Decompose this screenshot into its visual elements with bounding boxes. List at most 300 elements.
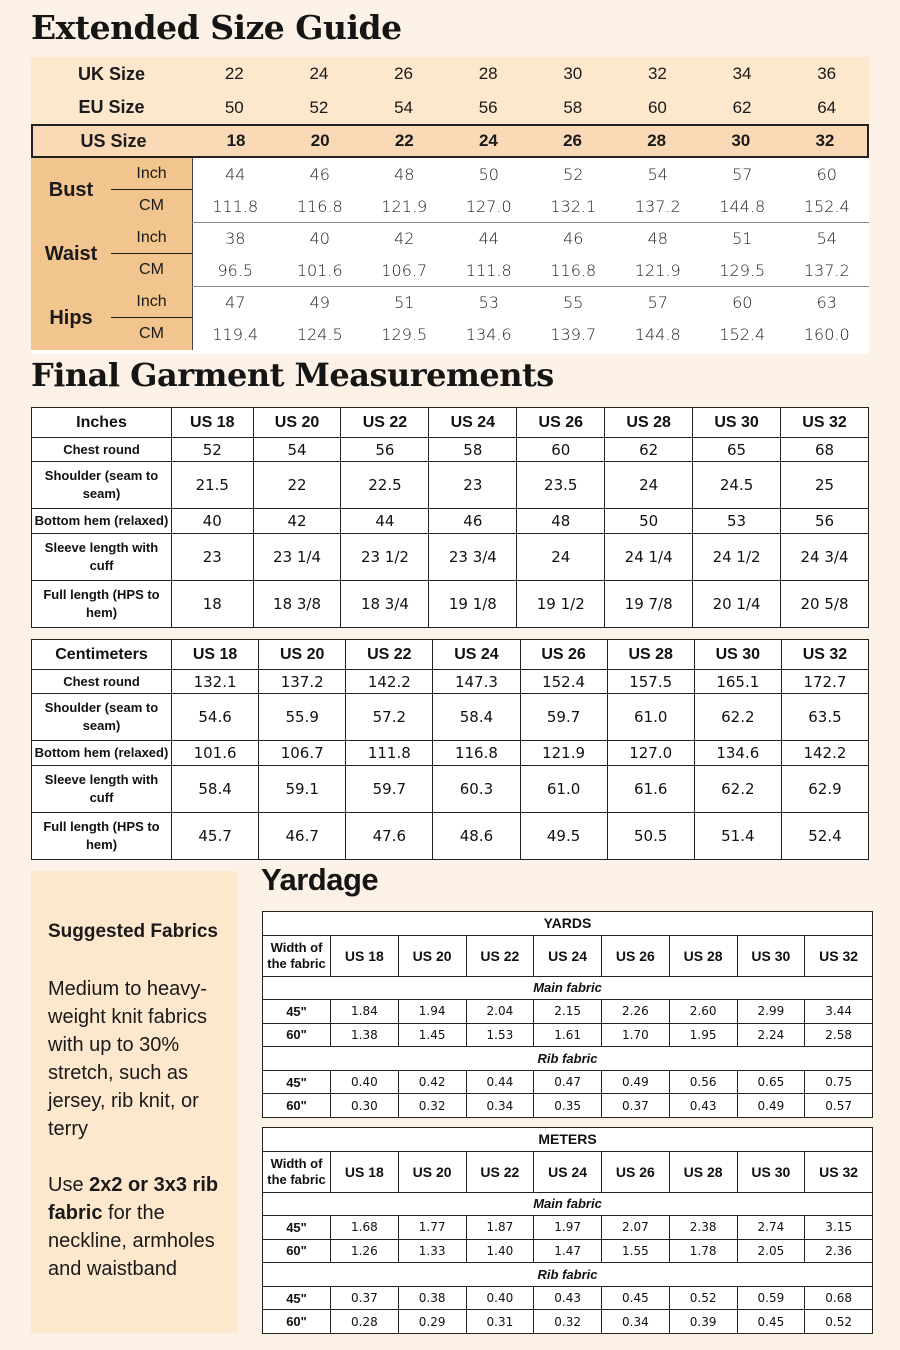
value-cell: 50.5 xyxy=(607,812,694,859)
row-label: Sleeve length with cuff xyxy=(32,533,172,580)
value-cell: 24 3/4 xyxy=(781,533,869,580)
size-header: US 20 xyxy=(398,1151,466,1192)
value-cell: 23 1/4 xyxy=(253,533,341,580)
inch-value: 50 xyxy=(478,164,499,184)
table-row xyxy=(32,509,869,533)
size-header: US 20 xyxy=(253,408,341,438)
inch-value: 42 xyxy=(394,228,415,248)
row-label: Bottom hem (relaxed) xyxy=(32,509,172,533)
size-header: US 24 xyxy=(429,408,517,438)
value-cell: 1.40 xyxy=(466,1239,534,1263)
value-cell: 23 3/4 xyxy=(429,533,517,580)
value-cell: 127.0 xyxy=(607,741,694,765)
value-cell: 2.24 xyxy=(737,1023,805,1047)
eu-size-cells xyxy=(192,98,869,118)
inch-value: 55 xyxy=(563,292,584,312)
rib-note-suffix: for the neckline, armholes and waistband xyxy=(48,1202,215,1280)
value-cell: 0.35 xyxy=(534,1094,602,1118)
cm-value: 129.5 xyxy=(381,324,428,344)
size-header: US 30 xyxy=(737,1151,805,1192)
value-cell: 22 xyxy=(253,462,341,509)
value-cell: 20 5/8 xyxy=(781,580,869,627)
uk-size-cells xyxy=(192,64,869,84)
value-cell: 1.45 xyxy=(398,1023,466,1047)
value-cell: 152.4 xyxy=(520,670,607,694)
cm-value: 134.6 xyxy=(465,324,512,344)
size-cell: 24 xyxy=(478,131,498,150)
cm-value: 152.4 xyxy=(719,324,766,344)
cm-value: 137.2 xyxy=(634,196,681,216)
cm-label: CM xyxy=(111,190,192,222)
unit-divider xyxy=(111,253,192,254)
table-row xyxy=(263,1216,873,1240)
value-cell: 0.28 xyxy=(331,1310,399,1334)
inch-value: 51 xyxy=(732,228,753,248)
us-size-cells xyxy=(194,131,867,151)
value-cell: 0.68 xyxy=(805,1286,873,1310)
rib-note-prefix: Use xyxy=(48,1174,90,1196)
unit-header: YARDS xyxy=(263,912,873,936)
section-label: Main fabric xyxy=(263,976,873,1000)
unit-row xyxy=(263,1128,873,1152)
value-cell: 18 3/8 xyxy=(253,580,341,627)
value-cell: 0.59 xyxy=(737,1286,805,1310)
size-cell: 32 xyxy=(647,64,667,83)
header-row xyxy=(32,408,869,438)
value-cell: 58.4 xyxy=(433,694,520,741)
row-label: Shoulder (seam to seam) xyxy=(32,462,172,509)
cm-value: 111.8 xyxy=(465,260,512,280)
value-cell: 134.6 xyxy=(694,741,781,765)
inch-value: 60 xyxy=(732,292,753,312)
size-header: US 26 xyxy=(602,935,670,976)
value-cell: 0.52 xyxy=(805,1310,873,1334)
eu-size-row xyxy=(31,91,869,124)
cm-label: CM xyxy=(111,318,192,350)
yardage-title: Yardage xyxy=(261,862,379,897)
inch-value: 46 xyxy=(309,164,330,184)
size-header: US 20 xyxy=(398,935,466,976)
value-cell: 61.6 xyxy=(607,765,694,812)
suggested-fabrics-text: Medium to heavy-weight knit fabrics with up to 30% stretch, such as jersey, rib knit, or terry xyxy=(48,978,207,1140)
inch-label: Inch xyxy=(111,158,192,190)
value-cell: 165.1 xyxy=(694,670,781,694)
size-row xyxy=(263,935,873,976)
size-header: US 32 xyxy=(781,408,869,438)
size-header: US 28 xyxy=(669,935,737,976)
value-cell: 0.47 xyxy=(534,1070,602,1094)
size-header: US 24 xyxy=(433,640,520,670)
value-cell: 45.7 xyxy=(172,812,259,859)
table-row xyxy=(263,1310,873,1334)
value-cell: 60.3 xyxy=(433,765,520,812)
value-cell: 1.97 xyxy=(534,1216,602,1240)
inch-label: Inch xyxy=(111,286,192,318)
value-cell: 46.7 xyxy=(259,812,346,859)
cm-value: 129.5 xyxy=(719,260,766,280)
section-row xyxy=(263,1263,873,1287)
value-cell: 19 1/8 xyxy=(429,580,517,627)
value-cell: 0.52 xyxy=(669,1286,737,1310)
value-cell: 56 xyxy=(341,438,429,462)
table-row xyxy=(32,812,869,859)
cm-value: 111.8 xyxy=(212,196,259,216)
section-row xyxy=(263,1047,873,1071)
value-cell: 59.7 xyxy=(346,765,433,812)
value-cell: 48.6 xyxy=(433,812,520,859)
value-cell: 132.1 xyxy=(172,670,259,694)
section-label: Rib fabric xyxy=(263,1263,873,1287)
inch-value: 57 xyxy=(732,164,753,184)
value-cell: 24 xyxy=(605,462,693,509)
table-row xyxy=(32,765,869,812)
size-cell: 24 xyxy=(309,64,329,83)
measure-name: Bust xyxy=(31,158,111,222)
size-header: US 24 xyxy=(534,1151,602,1192)
inch-label: Inch xyxy=(111,222,192,254)
value-cell: 0.38 xyxy=(398,1286,466,1310)
garment-inches-table xyxy=(31,407,869,628)
size-guide-title: Extended Size Guide xyxy=(31,8,402,47)
size-header: US 30 xyxy=(693,408,781,438)
suggested-fabrics-title: Suggested Fabrics xyxy=(48,921,218,942)
cm-label: CM xyxy=(111,254,192,286)
value-cell: 23.5 xyxy=(517,462,605,509)
inch-value: 44 xyxy=(225,164,246,184)
size-header: US 18 xyxy=(172,640,259,670)
value-cell: 0.57 xyxy=(805,1094,873,1118)
size-header: US 22 xyxy=(466,935,534,976)
width-row-label: 45" xyxy=(263,1070,331,1094)
suggested-fabrics-panel xyxy=(31,871,237,1333)
value-cell: 48 xyxy=(517,509,605,533)
table-row xyxy=(263,1286,873,1310)
size-cell: 36 xyxy=(817,64,837,83)
value-cell: 42 xyxy=(253,509,341,533)
unit-header: Centimeters xyxy=(32,640,172,670)
value-cell: 2.58 xyxy=(805,1023,873,1047)
value-cell: 24 xyxy=(517,533,605,580)
inch-value: 60 xyxy=(816,164,837,184)
value-cell: 0.29 xyxy=(398,1310,466,1334)
value-cell: 1.55 xyxy=(602,1239,670,1263)
size-header: US 20 xyxy=(259,640,346,670)
value-cell: 61.0 xyxy=(520,765,607,812)
size-header: US 22 xyxy=(341,408,429,438)
width-label: Width of the fabric xyxy=(263,935,331,976)
header-row xyxy=(32,640,869,670)
value-cell: 0.34 xyxy=(602,1310,670,1334)
cm-value: 106.7 xyxy=(381,260,428,280)
size-cell: 50 xyxy=(224,97,244,117)
value-cell: 2.04 xyxy=(466,1000,534,1024)
value-cell: 0.32 xyxy=(398,1094,466,1118)
size-header: US 32 xyxy=(805,1151,873,1192)
value-cell: 1.78 xyxy=(669,1239,737,1263)
cm-values xyxy=(192,254,869,286)
value-cell: 60 xyxy=(517,438,605,462)
size-header: US 30 xyxy=(737,935,805,976)
value-cell: 0.43 xyxy=(669,1094,737,1118)
value-cell: 0.75 xyxy=(805,1070,873,1094)
inch-values xyxy=(192,286,869,318)
value-cell: 23 xyxy=(429,462,517,509)
cm-values xyxy=(192,190,869,222)
value-cell: 3.15 xyxy=(805,1216,873,1240)
cm-value: 124.5 xyxy=(296,324,343,344)
inch-value: 44 xyxy=(478,228,499,248)
size-header: US 28 xyxy=(669,1151,737,1192)
value-cell: 2.26 xyxy=(602,1000,670,1024)
row-label: Sleeve length with cuff xyxy=(32,765,172,812)
unit-divider xyxy=(111,317,192,318)
value-cell: 49.5 xyxy=(520,812,607,859)
size-cell: 52 xyxy=(309,97,329,117)
inch-value: 54 xyxy=(816,228,837,248)
rib-fabric-note xyxy=(48,1171,228,1283)
value-cell: 0.30 xyxy=(331,1094,399,1118)
value-cell: 1.47 xyxy=(534,1239,602,1263)
value-cell: 40 xyxy=(172,509,254,533)
width-row-label: 45" xyxy=(263,1216,331,1240)
size-cell: 28 xyxy=(647,131,667,150)
value-cell: 1.68 xyxy=(331,1216,399,1240)
cm-value: 116.8 xyxy=(550,260,597,280)
value-cell: 2.36 xyxy=(805,1239,873,1263)
value-cell: 0.45 xyxy=(737,1310,805,1334)
value-cell: 1.95 xyxy=(669,1023,737,1047)
inch-value: 48 xyxy=(647,228,668,248)
value-cell: 1.84 xyxy=(331,1000,399,1024)
cm-values xyxy=(192,318,869,350)
row-label: Full length (HPS to hem) xyxy=(32,812,172,859)
row-label: Chest round xyxy=(32,438,172,462)
value-cell: 147.3 xyxy=(433,670,520,694)
size-cell: 58 xyxy=(563,97,583,117)
value-cell: 106.7 xyxy=(259,741,346,765)
value-cell: 1.94 xyxy=(398,1000,466,1024)
inch-value: 54 xyxy=(647,164,668,184)
value-cell: 62.2 xyxy=(694,765,781,812)
value-cell: 63.5 xyxy=(781,694,868,741)
size-cell: 34 xyxy=(732,64,752,83)
value-cell: 18 3/4 xyxy=(341,580,429,627)
size-header: US 26 xyxy=(520,640,607,670)
value-cell: 1.26 xyxy=(331,1239,399,1263)
row-label: Chest round xyxy=(32,670,172,694)
size-header: US 30 xyxy=(694,640,781,670)
value-cell: 172.7 xyxy=(781,670,868,694)
table-row xyxy=(32,741,869,765)
value-cell: 3.44 xyxy=(805,1000,873,1024)
value-cell: 1.77 xyxy=(398,1216,466,1240)
value-cell: 0.37 xyxy=(602,1094,670,1118)
size-cell: 54 xyxy=(394,97,414,117)
unit-header: Inches xyxy=(32,408,172,438)
value-cell: 52 xyxy=(172,438,254,462)
value-cell: 142.2 xyxy=(781,741,868,765)
size-guide-table xyxy=(31,57,869,354)
size-header: US 22 xyxy=(346,640,433,670)
us-size-label: US Size xyxy=(80,130,147,151)
inch-value: 51 xyxy=(394,292,415,312)
cm-value: 139.7 xyxy=(550,324,597,344)
value-cell: 1.33 xyxy=(398,1239,466,1263)
width-row-label: 60" xyxy=(263,1310,331,1334)
value-cell: 2.99 xyxy=(737,1000,805,1024)
garment-title: Final Garment Measurements xyxy=(31,356,554,394)
size-cell: 30 xyxy=(563,64,583,83)
value-cell: 0.49 xyxy=(737,1094,805,1118)
size-cell: 22 xyxy=(394,131,414,150)
size-cell: 26 xyxy=(563,131,583,150)
table-row xyxy=(263,1094,873,1118)
value-cell: 23 1/2 xyxy=(341,533,429,580)
value-cell: 20 1/4 xyxy=(693,580,781,627)
value-cell: 52.4 xyxy=(781,812,868,859)
value-cell: 0.56 xyxy=(669,1070,737,1094)
value-cell: 61.0 xyxy=(607,694,694,741)
table-row xyxy=(32,462,869,509)
size-header: US 22 xyxy=(466,1151,534,1192)
value-cell: 2.15 xyxy=(534,1000,602,1024)
value-cell: 24 1/4 xyxy=(605,533,693,580)
eu-size-label: EU Size xyxy=(78,97,145,117)
value-cell: 65 xyxy=(693,438,781,462)
cm-value: 121.9 xyxy=(381,196,428,216)
value-cell: 0.45 xyxy=(602,1286,670,1310)
size-header: US 32 xyxy=(805,935,873,976)
cm-value: 144.8 xyxy=(634,324,681,344)
size-header: US 18 xyxy=(172,408,254,438)
value-cell: 2.38 xyxy=(669,1216,737,1240)
measure-name: Waist xyxy=(31,222,111,286)
value-cell: 101.6 xyxy=(172,741,259,765)
size-cell: 64 xyxy=(817,97,837,117)
value-cell: 44 xyxy=(341,509,429,533)
size-header: US 18 xyxy=(331,935,399,976)
value-cell: 25 xyxy=(781,462,869,509)
us-size-row xyxy=(31,124,869,158)
value-cell: 55.9 xyxy=(259,694,346,741)
inch-value: 49 xyxy=(309,292,330,312)
inch-value: 53 xyxy=(478,292,499,312)
value-cell: 1.38 xyxy=(331,1023,399,1047)
value-cell: 59.1 xyxy=(259,765,346,812)
value-cell: 0.43 xyxy=(534,1286,602,1310)
size-row xyxy=(263,1151,873,1192)
value-cell: 1.70 xyxy=(602,1023,670,1047)
table-row xyxy=(32,580,869,627)
value-cell: 0.65 xyxy=(737,1070,805,1094)
yardage-yards-table xyxy=(262,911,873,1118)
size-cell: 60 xyxy=(647,97,667,117)
section-row xyxy=(263,1192,873,1216)
inch-value: 48 xyxy=(394,164,415,184)
value-cell: 0.44 xyxy=(466,1070,534,1094)
row-label: Bottom hem (relaxed) xyxy=(32,741,172,765)
value-cell: 0.40 xyxy=(331,1070,399,1094)
inch-value: 63 xyxy=(816,292,837,312)
cm-value: 160.0 xyxy=(803,324,850,344)
value-cell: 24 1/2 xyxy=(693,533,781,580)
value-cell: 21.5 xyxy=(172,462,254,509)
measure-group-waist xyxy=(31,222,869,286)
value-cell: 19 1/2 xyxy=(517,580,605,627)
size-header: US 24 xyxy=(534,935,602,976)
section-row xyxy=(263,976,873,1000)
value-cell: 57.2 xyxy=(346,694,433,741)
value-cell: 0.34 xyxy=(466,1094,534,1118)
cm-value: 96.5 xyxy=(217,260,254,280)
value-cell: 142.2 xyxy=(346,670,433,694)
table-row xyxy=(32,438,869,462)
cm-value: 152.4 xyxy=(803,196,850,216)
cm-value: 116.8 xyxy=(296,196,343,216)
size-cell: 28 xyxy=(478,64,498,83)
size-header: US 26 xyxy=(517,408,605,438)
value-cell: 2.74 xyxy=(737,1216,805,1240)
value-cell: 157.5 xyxy=(607,670,694,694)
cm-value: 127.0 xyxy=(465,196,512,216)
unit-row xyxy=(263,912,873,936)
unit-divider xyxy=(111,189,192,190)
unit-header: METERS xyxy=(263,1128,873,1152)
value-cell: 121.9 xyxy=(520,741,607,765)
value-cell: 58 xyxy=(429,438,517,462)
width-label: Width of the fabric xyxy=(263,1151,331,1192)
value-cell: 24.5 xyxy=(693,462,781,509)
value-cell: 22.5 xyxy=(341,462,429,509)
inch-value: 38 xyxy=(225,228,246,248)
value-cell: 1.53 xyxy=(466,1023,534,1047)
size-cell: 26 xyxy=(394,64,414,83)
section-label: Rib fabric xyxy=(263,1047,873,1071)
size-header: US 28 xyxy=(605,408,693,438)
table-row xyxy=(263,1000,873,1024)
value-cell: 18 xyxy=(172,580,254,627)
inch-value: 52 xyxy=(563,164,584,184)
value-cell: 2.60 xyxy=(669,1000,737,1024)
inch-value: 46 xyxy=(563,228,584,248)
group-separator xyxy=(192,222,869,223)
table-row xyxy=(32,694,869,741)
value-cell: 51.4 xyxy=(694,812,781,859)
value-cell: 19 7/8 xyxy=(605,580,693,627)
table-row xyxy=(263,1239,873,1263)
value-cell: 0.32 xyxy=(534,1310,602,1334)
value-cell: 50 xyxy=(605,509,693,533)
uk-size-row xyxy=(31,57,869,91)
table-row xyxy=(32,670,869,694)
size-cell: 30 xyxy=(731,131,751,150)
inch-values xyxy=(192,222,869,254)
row-label: Full length (HPS to hem) xyxy=(32,580,172,627)
table-row xyxy=(263,1023,873,1047)
uk-size-label: UK Size xyxy=(77,63,146,84)
cm-value: 132.1 xyxy=(550,196,597,216)
size-header: US 32 xyxy=(781,640,868,670)
size-cell: 18 xyxy=(226,131,246,150)
width-row-label: 45" xyxy=(263,1286,331,1310)
measure-group-hips xyxy=(31,286,869,350)
cm-value: 101.6 xyxy=(296,260,343,280)
rib-note-bold: 2x2 or 3x3 rib fabric xyxy=(48,1174,219,1224)
cm-value: 121.9 xyxy=(634,260,681,280)
value-cell: 59.7 xyxy=(520,694,607,741)
value-cell: 54.6 xyxy=(172,694,259,741)
cm-value: 119.4 xyxy=(212,324,259,344)
